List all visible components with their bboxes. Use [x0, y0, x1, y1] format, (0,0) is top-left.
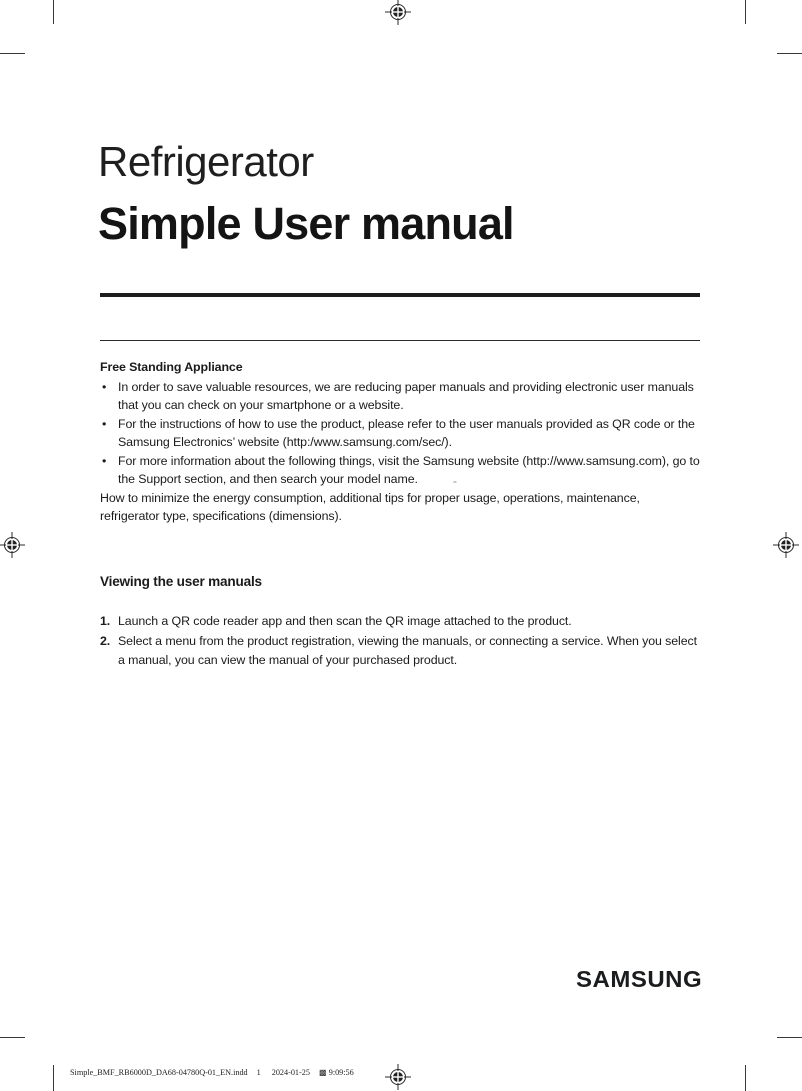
trim-mark-bottom-right-h	[777, 1037, 802, 1038]
step-text: Select a menu from the product registration, viewing the manuals, or connecting a service. When you select a manual, you can view the manual of your purchased product.	[118, 634, 697, 667]
samsung-logo: SAMSUNG	[576, 966, 703, 993]
trim-mark-top-right-v	[745, 0, 746, 24]
divider-thick	[100, 293, 700, 297]
trim-mark-top-left-v	[53, 0, 54, 24]
trim-mark-bottom-right-v	[745, 1065, 746, 1091]
bullet-item: • In order to save valuable resources, we are reducing paper manuals and providing electronic user manuals that you can check on your smartphone or a website.	[100, 378, 702, 415]
sub-bullet-text: - How to minimize the energy consumption, additional tips for proper usage, operations, maintenance, refrigerator type, specifications (dimensions).	[100, 490, 640, 523]
trim-mark-top-left-h	[0, 53, 25, 54]
step-number: 2.	[100, 634, 111, 648]
intro-section	[100, 358, 702, 526]
registration-target-icon	[385, 1064, 411, 1090]
intro-heading: Free Standing Appliance	[100, 360, 243, 374]
bullet-text: For more information about the following things, visit the Samsung website (http://www.samsung.com), go to the Support section, and then search your model name.	[118, 453, 700, 486]
trim-mark-bottom-left-v	[53, 1065, 54, 1091]
footer-filename: Simple_BMF_RB6000D_DA68-04780Q-01_EN.indd	[70, 1068, 248, 1077]
footer-date: 2024-01-25	[271, 1068, 310, 1077]
footer-slug	[70, 1067, 354, 1077]
trim-mark-bottom-left-h	[0, 1037, 25, 1038]
trim-mark-top-right-h	[777, 53, 802, 54]
registration-target-icon	[773, 532, 799, 558]
manual-title: Simple User manual	[98, 198, 514, 249]
step-item	[100, 612, 702, 631]
bullet-item: • For the instructions of how to use the product, please refer to the user manuals provided as QR code or the Samsung Electronics’ website (http:/www.samsung.com/sec/).	[100, 415, 702, 452]
product-title: Refrigerator	[98, 138, 314, 185]
step-number: 1.	[100, 614, 111, 628]
divider-thin	[100, 340, 700, 341]
bullet-item	[100, 452, 702, 526]
viewing-heading: Viewing the user manuals	[100, 574, 262, 589]
step-item	[100, 632, 702, 670]
footer-page-number: 1	[256, 1068, 261, 1077]
intro-bullet-list	[100, 378, 702, 526]
viewing-section	[100, 572, 702, 671]
registration-target-icon	[385, 0, 411, 25]
step-text: Launch a QR code reader app and then scan the QR image attached to the product.	[118, 614, 572, 628]
footer-time: ▩ 9:09:56	[318, 1068, 354, 1077]
registration-target-icon	[0, 532, 25, 558]
